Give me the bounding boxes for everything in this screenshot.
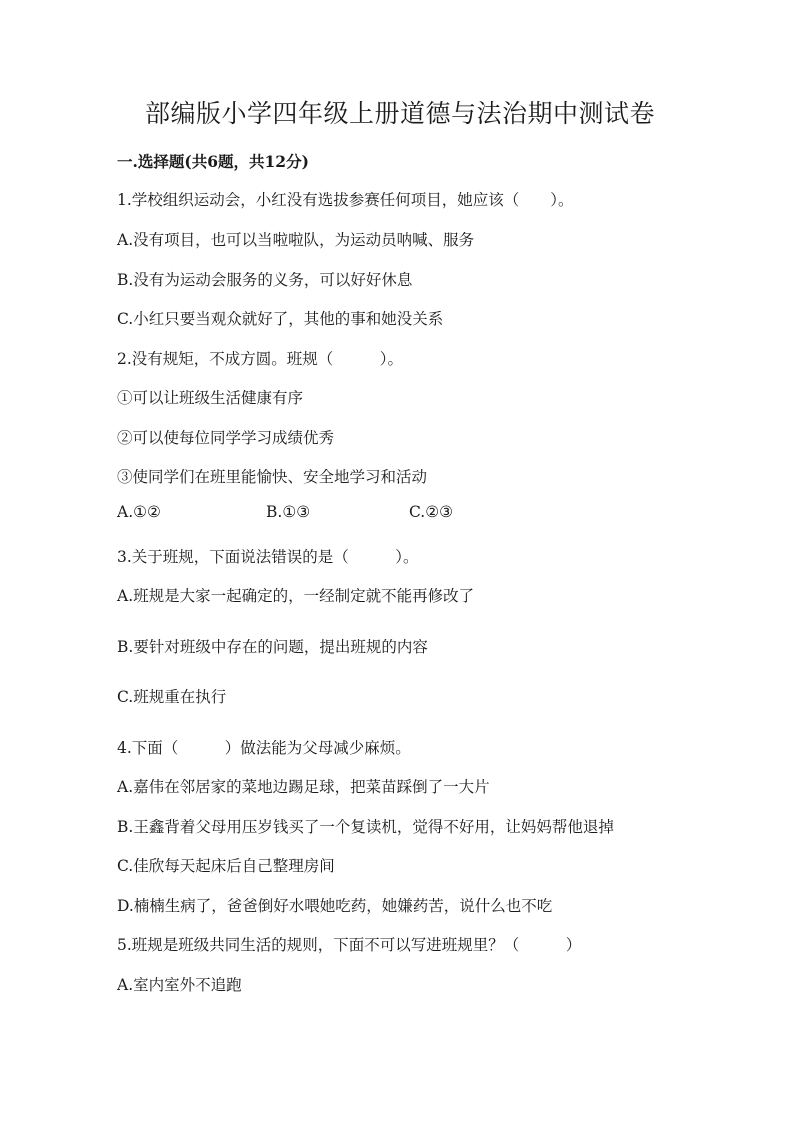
question-2-statement-3: ③使同学们在班里能愉快、安全地学习和活动 bbox=[117, 468, 428, 486]
question-3-option-a: A.班规是大家一起确定的，一经制定就不能再修改了 bbox=[117, 587, 475, 605]
question-4-option-a: A.嘉伟在邻居家的菜地边踢足球，把菜苗踩倒了一大片 bbox=[117, 778, 490, 796]
question-1-option-a: A.没有项目，也可以当啦啦队，为运动员呐喊、服务 bbox=[117, 231, 475, 249]
question-4-option-c: C.佳欣每天起床后自己整理房间 bbox=[117, 857, 335, 875]
question-2-stem: 2.没有规矩，不成方圆。班规（ ）。 bbox=[117, 350, 404, 368]
question-2-statement-2: ②可以使每位同学学习成绩优秀 bbox=[117, 429, 335, 447]
question-4-option-d: D.楠楠生病了，爸爸倒好水喂她吃药，她嫌药苦，说什么也不吃 bbox=[117, 897, 553, 915]
question-4-stem: 4.下面（ ）做法能为父母减少麻烦。 bbox=[117, 739, 411, 757]
question-4-option-b: B.王鑫背着父母用压岁钱买了一个复读机，觉得不好用，让妈妈帮他退掉 bbox=[117, 818, 614, 836]
section-heading: 一.选择题(共6题，共12分) bbox=[117, 152, 309, 171]
question-2-option-c: C.②③ bbox=[409, 503, 454, 521]
question-2-statement-1: ①可以让班级生活健康有序 bbox=[117, 389, 304, 407]
question-3-option-b: B.要针对班级中存在的问题，提出班规的内容 bbox=[117, 638, 428, 656]
question-2-option-a: A.①② bbox=[117, 503, 161, 521]
question-1-option-b: B.没有为运动会服务的义务，可以好好休息 bbox=[117, 271, 413, 289]
question-2-options bbox=[117, 503, 677, 527]
question-1-option-c: C.小红只要当观众就好了，其他的事和她没关系 bbox=[117, 310, 444, 328]
question-2-option-b: B.①③ bbox=[266, 503, 311, 521]
question-5-stem: 5.班规是班级共同生活的规则，下面不可以写进班规里？（ ） bbox=[117, 936, 582, 954]
question-3-stem: 3.关于班规，下面说法错误的是（ ）。 bbox=[117, 548, 419, 566]
question-3-option-c: C.班规重在执行 bbox=[117, 688, 227, 706]
question-1-stem: 1.学校组织运动会，小红没有选拔参赛任何项目，她应该（ ）。 bbox=[117, 191, 574, 209]
question-5-option-a: A.室内室外不追跑 bbox=[117, 976, 242, 994]
document-title: 部编版小学四年级上册道德与法治期中测试卷 bbox=[144, 99, 655, 128]
